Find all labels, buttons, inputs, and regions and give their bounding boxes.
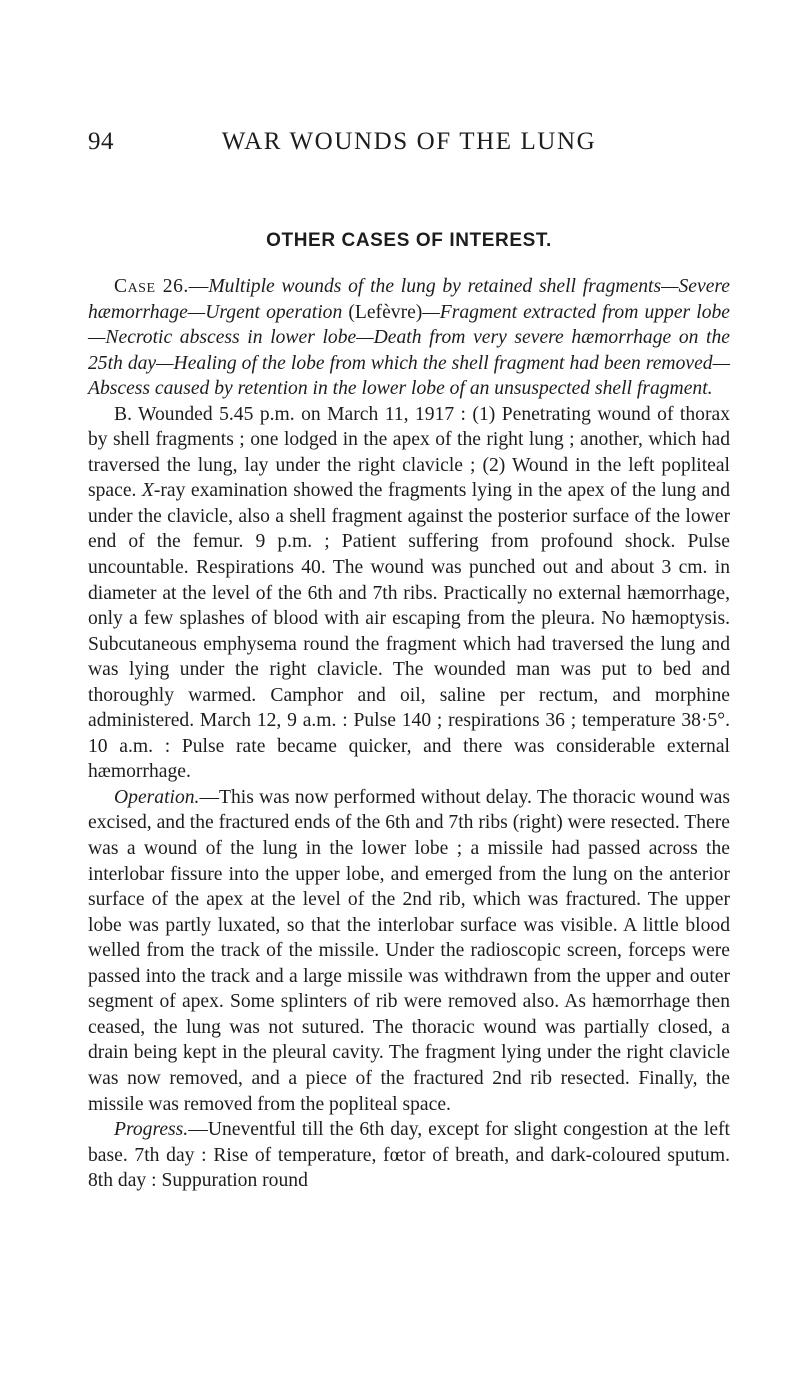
history-paragraph — [88, 402, 730, 785]
case-title-part-2: —Fragment extracted from upper lobe—Necrotic abscess in lower lobe—Death from very severe hæmorrhage on the 25th day—Healing of the lobe from which the shell fragment had been removed—Abscess caused by retention in the lower lobe of an unsuspected shell fragment. — [88, 301, 730, 400]
case-title-paragraph — [88, 274, 730, 402]
operation-paragraph — [88, 785, 730, 1117]
running-title: WAR WOUNDS OF THE LUNG — [221, 128, 597, 155]
section-heading: OTHER CASES OF INTEREST. — [266, 230, 552, 251]
progress-heading: Progress. — [114, 1119, 189, 1141]
history-lead: B. — [114, 403, 132, 425]
case-author: (Lefèvre) — [342, 301, 423, 323]
body-text — [88, 274, 730, 1194]
operation-text: —This was now performed without delay. The thoracic wound was excised, and the fractured ends of the 6th and 7th ribs (right) were resected. There was a wound of the lung in the lower lobe ; a missile had passed across the interlobar fissure into the upper lobe, and emerged from the lung on the anterior surface of the apex at the level of the 2nd rib, which was fractured. The upper lobe was partly luxated, so that the interlobar surface was visible. A little blood welled from the track of the missile. Under the radioscopic screen, forceps were passed into the track and a large missile was withdrawn from the upper and outer segment of apex. Some splinters of rib were removed also. As hæmorrhage then ceased, the lung was not sutured. The thoracic wound was partially closed, a drain being kept in the pleural cavity. The fragment lying under the right clavicle was now removed, and a piece of the fractured 2nd rib resected. Finally, the missile was removed from the popliteal space. — [88, 786, 730, 1115]
case-dash: — — [188, 276, 209, 297]
progress-text: —Uneventful till the 6th day, except for slight congestion at the left base. 7th day : Rise of temperature, fœtor of breath, and dark-coloured sputum. 8th day : Suppuration round — [88, 1119, 730, 1192]
xray-letter: X — [141, 480, 154, 502]
history-text-2: -ray examination showed the fragments lying in the apex of the lung and under the clavicle, also a shell fragment against the posterior surface of the lower end of the femur. 9 p.m. ; Patient suffering from profound shock. Pulse uncountable. Respirations 40. The wound was punched out and about 3 cm. in diameter at the level of the 6th and 7th ribs. Practically no external hæmorrhage, only a few splashes of blood with air escaping from the pleura. No hæmoptysis. Subcutaneous emphysema round the fragment which had traversed the lung and was lying under the right clavicle. The wounded man was put to bed and thoroughly warmed. Camphor and oil, saline per rectum, and morphine administered. March 12, 9 a.m. : Pulse 140 ; respirations 36 ; temperature 38·5°. 10 a.m. : Pulse rate became quicker, and there was considerable external hæmorrhage. — [88, 480, 730, 783]
progress-paragraph — [88, 1117, 730, 1194]
running-head — [88, 128, 730, 168]
page-number: 94 — [88, 128, 114, 155]
case-title-part-1: Multiple wounds of the lung by retained shell fragments—Severe hæmorrhage—Urgent operation — [88, 276, 730, 323]
history-text-1: Wounded 5.45 p.m. on March 11, 1917 : (1) Penetrating wound of thorax by shell fragments ; one lodged in the apex of the right lung ; another, which had traversed the lung, lay under the right clavicle ; (2) Wound in the left popliteal space. — [88, 403, 730, 502]
case-label: Case 26. — [114, 276, 189, 297]
operation-heading: Operation. — [114, 786, 200, 808]
